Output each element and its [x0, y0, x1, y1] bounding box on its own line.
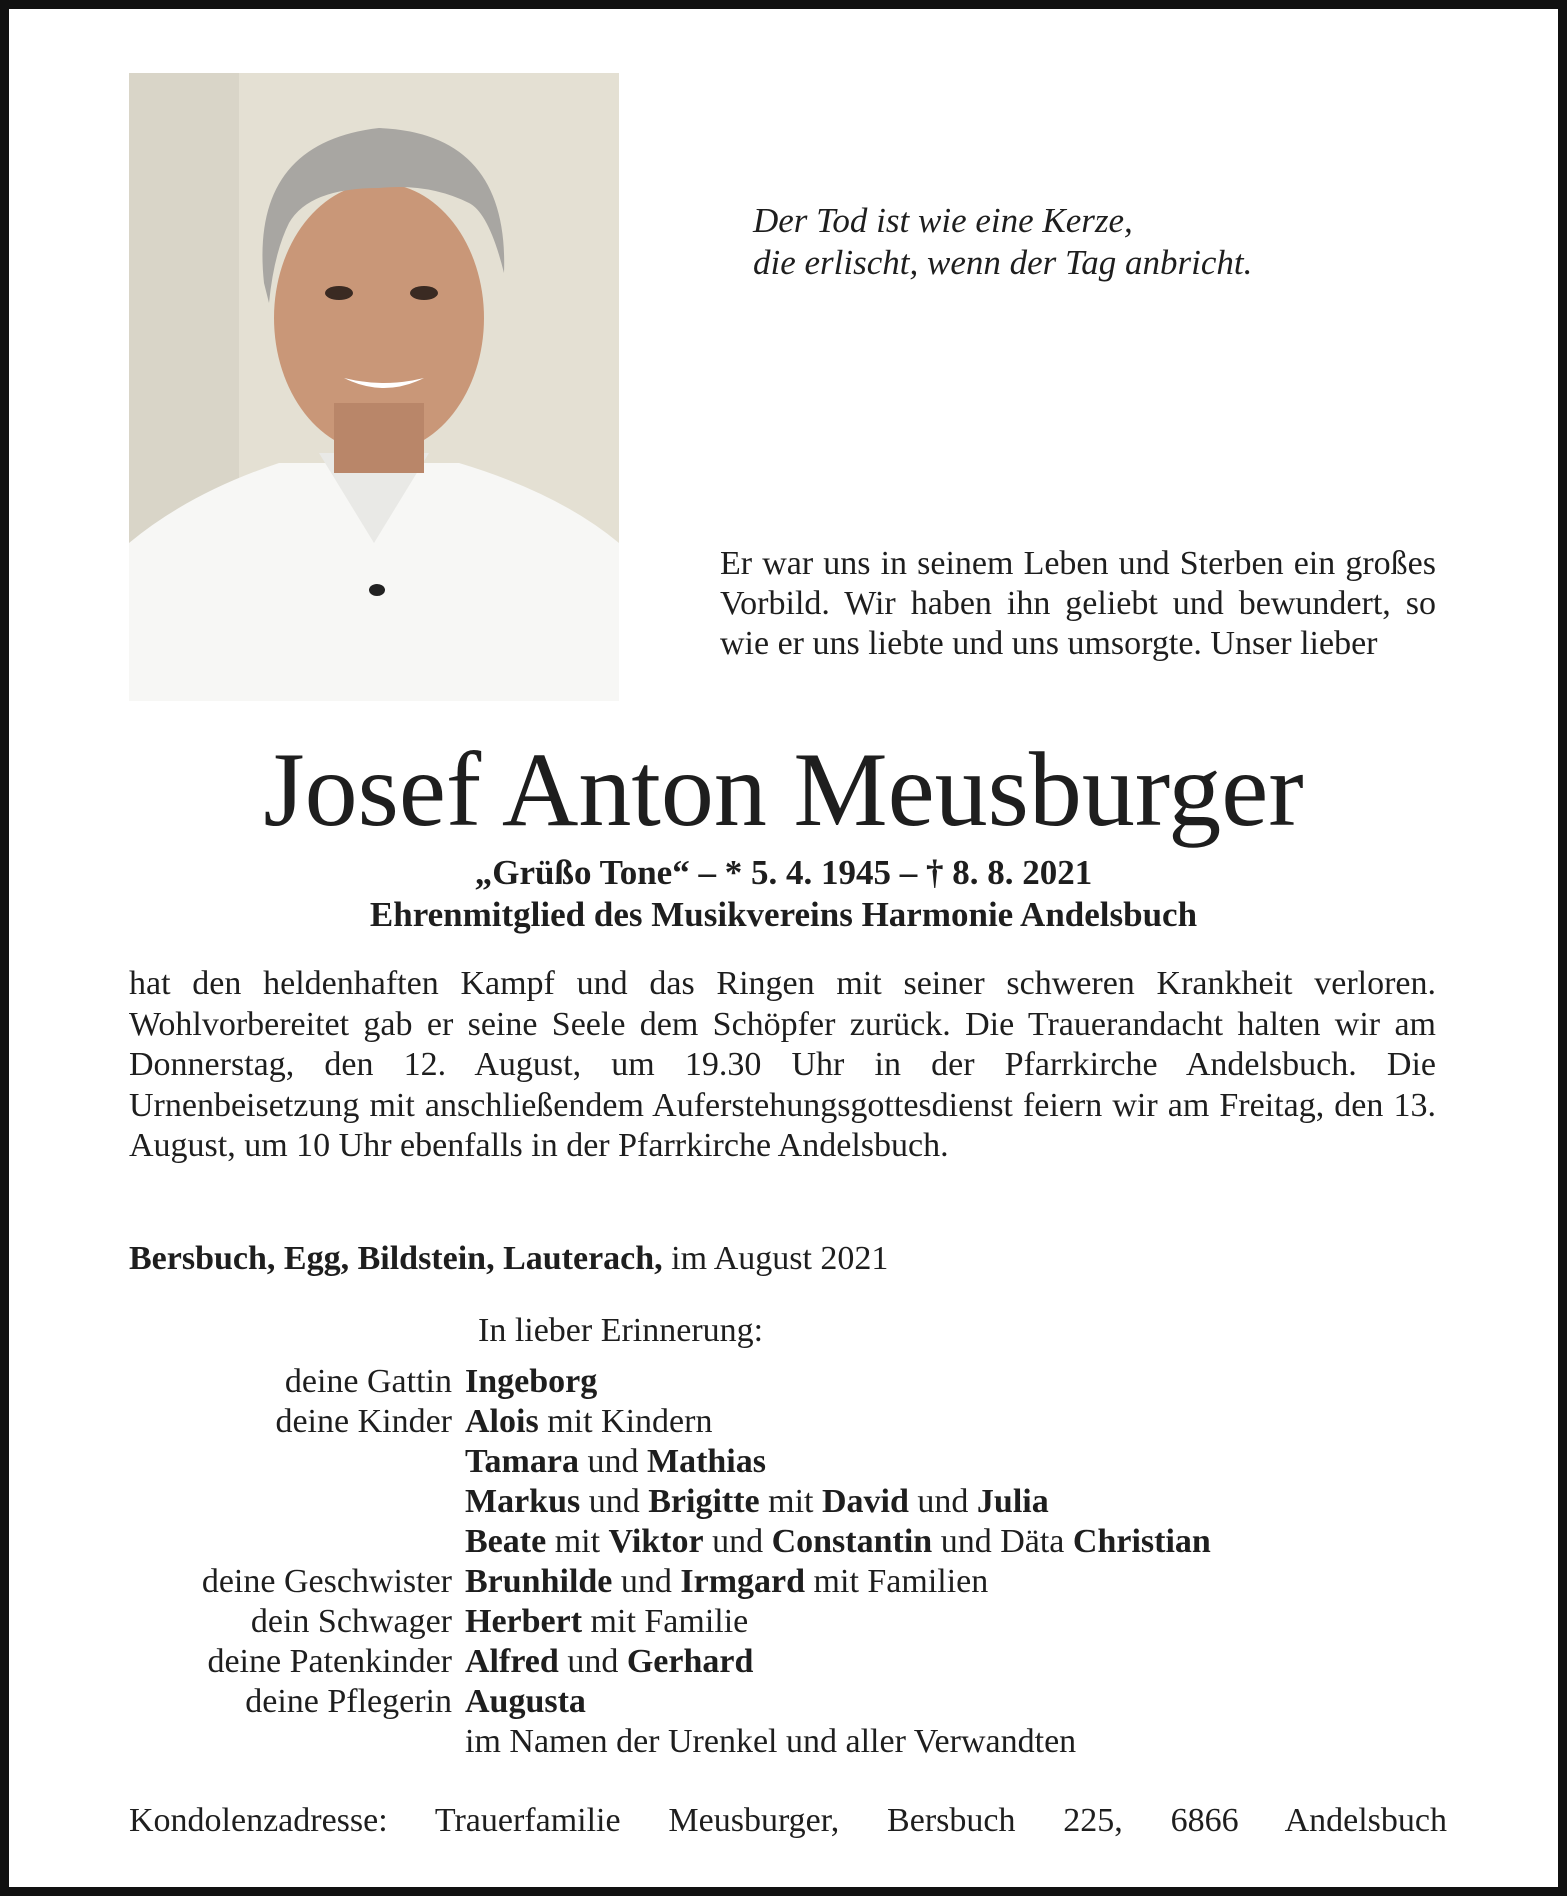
subtitle: [0, 852, 1567, 936]
quote-line: die erlischt, wenn der Tag anbricht.: [753, 243, 1253, 282]
deceased-name: Josef Anton Meusburger: [263, 731, 1304, 848]
mourner-name: Constantin: [771, 1523, 933, 1560]
date: im August 2021: [671, 1240, 889, 1277]
relation-label: [0, 1722, 465, 1762]
mourner-names: [465, 1362, 597, 1402]
mourner-name: Herbert: [465, 1603, 583, 1640]
portrait-photo: [129, 73, 619, 701]
nickname-dates: „Grüßo Tone“ – * 5. 4. 1945 – † 8. 8. 2021: [474, 853, 1093, 892]
mourner-names: [465, 1682, 586, 1722]
intro-text: Er war uns in seinem Leben und Sterben ein großes Vorbild. Wir haben ihn geliebt und bewundert, so wie er uns liebte und uns umsorgte. Unser lieber: [720, 545, 1436, 662]
mourner-name: Gerhard: [626, 1643, 754, 1680]
connector-text: und: [578, 1443, 647, 1480]
connector-text: mit: [759, 1483, 822, 1520]
mourner-row: [0, 1362, 1211, 1402]
relation-label: deine Gattin: [284, 1363, 452, 1400]
mourner-name: David: [821, 1483, 909, 1520]
mourner-names: [465, 1522, 1211, 1562]
relation-label: [0, 1482, 465, 1522]
honorary-membership: Ehrenmitglied des Musikvereins Harmonie Andelsbuch: [369, 895, 1198, 934]
mourner-name: Brunhilde: [465, 1563, 613, 1600]
connector-text: mit Kindern: [538, 1403, 713, 1440]
mourners-list: [0, 1362, 1211, 1762]
mourner-names: [465, 1442, 766, 1482]
mourner-row: [0, 1562, 1211, 1602]
mourner-name: Augusta: [465, 1683, 586, 1720]
relation-label: dein Schwager: [250, 1603, 452, 1640]
mourner-name: Beate: [465, 1523, 547, 1560]
towns: Bersbuch, Egg, Bildstein, Lauterach,: [129, 1240, 663, 1277]
connector-text: und: [703, 1523, 772, 1560]
mourner-names: [465, 1642, 753, 1682]
mourner-names: [465, 1562, 988, 1602]
relation-label: deine Patenkinder: [207, 1643, 452, 1680]
connector-text: und: [580, 1483, 649, 1520]
mourner-name: Markus: [465, 1483, 581, 1520]
relation-label: deine Kinder: [275, 1403, 452, 1440]
mourner-row: [0, 1722, 1211, 1762]
mourner-name: Viktor: [608, 1523, 704, 1560]
relation-label: deine Pflegerin: [245, 1683, 452, 1720]
mourner-names: [465, 1482, 1049, 1522]
mourner-row: [0, 1522, 1211, 1562]
relation-label: deine Geschwister: [201, 1563, 452, 1600]
connector-text: mit Familie: [582, 1603, 749, 1640]
mourner-name: Mathias: [646, 1443, 766, 1480]
mourner-row: [0, 1442, 1211, 1482]
connector-text: und: [558, 1643, 627, 1680]
mourner-row: [0, 1602, 1211, 1642]
mourner-names: [465, 1602, 748, 1642]
connector-text: mit Familien: [805, 1563, 989, 1600]
mourner-row: [0, 1682, 1211, 1722]
connector-text: und Däta: [932, 1523, 1073, 1560]
mourner-name: Christian: [1072, 1523, 1211, 1560]
mourner-name: Alfred: [465, 1643, 559, 1680]
connector-text: und: [612, 1563, 681, 1600]
relation-label: [0, 1522, 465, 1562]
mourner-row: [0, 1482, 1211, 1522]
body-text: hat den heldenhaften Kampf und das Ringen mit seiner schweren Krankheit verloren. Wohlvorbereitet gab er seine Seele dem Schöpfer zurück. Die Trauerandacht halten wir am Donnerstag, den 12. August, um 19.30 Uhr in der Pfarrkirche Andelsbuch. Die Urnenbeisetzung mit anschließendem Auferstehungsgottesdienst feiern wir am Freitag, den 13. August, um 10 Uhr ebenfalls in der Pfarrkirche Andelsbuch.: [129, 965, 1436, 1165]
mourner-name: Alois: [465, 1403, 539, 1440]
mourner-names: [465, 1402, 712, 1442]
mourner-name: Irmgard: [680, 1563, 806, 1600]
mourner-row: [0, 1402, 1211, 1442]
mourner-names: [465, 1722, 1076, 1762]
mourner-name: Brigitte: [648, 1483, 760, 1520]
mourner-name: Julia: [976, 1483, 1049, 1520]
mourner-name: Tamara: [465, 1443, 579, 1480]
place-date: [129, 1238, 888, 1280]
mourner-name: Ingeborg: [465, 1363, 598, 1400]
quote: [753, 200, 1252, 284]
mourner-row: [0, 1642, 1211, 1682]
condolence-address: Kondolenzadresse: Trauerfamilie Meusburger, Bersbuch 225, 6866 Andelsbuch: [129, 1802, 1447, 1839]
connector-text: mit: [546, 1523, 609, 1560]
relation-label: [0, 1442, 465, 1482]
memory-heading: In lieber Erinnerung:: [478, 1312, 764, 1349]
quote-line: Der Tod ist wie eine Kerze,: [753, 201, 1133, 240]
connector-text: und: [908, 1483, 977, 1520]
connector-text: im Namen der Urenkel und aller Verwandten: [465, 1723, 1077, 1760]
